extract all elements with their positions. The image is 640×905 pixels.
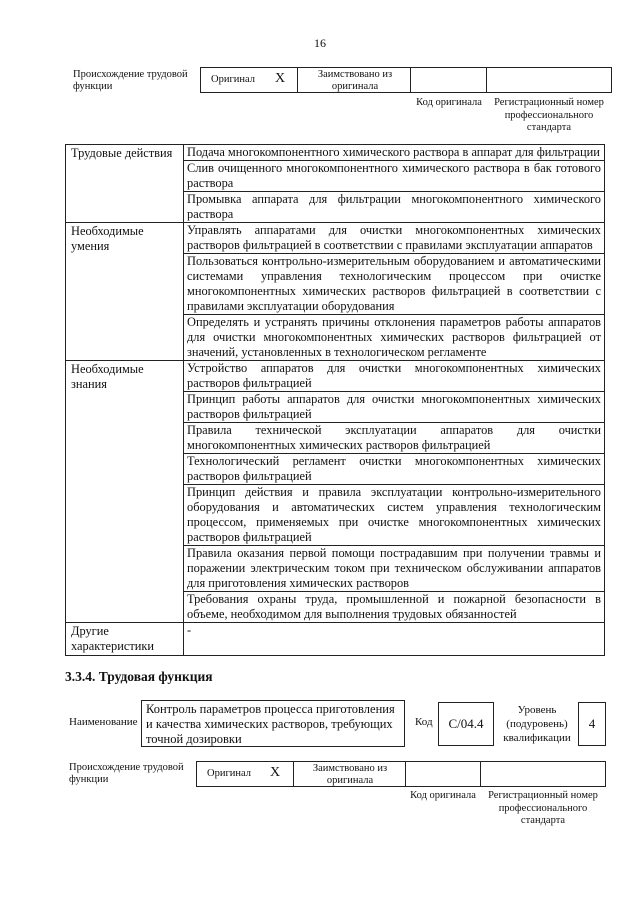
requirement-cell: Устройство аппаратов для очистки многокомпонентных химических растворов фильтрацией [184,361,605,392]
function-code-value: C/04.4 [438,702,494,746]
requirement-cell: Технологический регламент очистки многокомпонентных химических растворов фильтрацией [184,454,605,485]
name-label: Наименование [69,716,138,728]
requirement-cell: Правила оказания первой помощи пострадавшим при получении травмы и поражении электрическим током при техническом обслуживании аппаратов для приготовления химических растворов [184,546,605,592]
borrowed-label: Заимствовано из оригинала [312,763,388,786]
page-number: 16 [314,36,326,50]
category-cell: Другие характеристики [66,623,184,656]
requirement-cell: - [184,623,605,656]
requirement-cell: Требования охраны труда, промышленной и пожарной безопасности в объеме, необходимом для выполнения трудовых обязанностей [184,592,605,623]
borrowed-label: Заимствовано из оригинала [317,69,393,92]
code-label: Код [415,716,433,728]
level-label: Уровень (подуровень) квалификации [503,704,571,744]
requirement-cell: Пользоваться контрольно-измерительным оборудованием и автоматическими системами управления технологическим процессом при очистке многокомпонентных химических растворов фильтрацией в соответствии с правилами эксплуатации оборудования [184,254,605,315]
requirement-cell: Принцип работы аппаратов для очистки многокомпонентных химических растворов фильтрацией [184,392,605,423]
level-value: 4 [578,702,606,746]
section-title: 3.3.4. Трудовая функция [65,669,213,684]
requirement-cell: Определять и устранять причины отклонения параметров работы аппаратов для очистки многокомпонентных химических растворов фильтрацией от значений, установленных в технологическом регламенте [184,315,605,361]
requirement-cell: Принцип действия и правила эксплуатации контрольно-измерительного оборудования и автоматических систем управления технологическим процессом, применяемых при очистке многокомпонентных химических растворов фильтрацией [184,485,605,546]
category-cell: Необходимые умения [66,223,184,361]
requirements-table [65,144,605,656]
category-cell: Необходимые знания [66,361,184,623]
code-original-label: Код оригинала [416,97,482,108]
requirement-cell: Правила технической эксплуатации аппаратов для очистки многокомпонентных химических растворов фильтрацией [184,423,605,454]
original-label: Оригинал [211,74,255,85]
table-row [66,223,605,254]
requirement-cell: Промывка аппарата для фильтрации многокомпонентного химического раствора [184,192,605,223]
original-label: Оригинал [207,768,251,779]
reg-number-label: Регистрационный номер профессионального стандарта [494,97,604,133]
reg-number-label: Регистрационный номер профессионального стандарта [488,790,598,826]
code-original-label: Код оригинала [410,790,476,801]
category-cell: Трудовые действия [66,145,184,223]
table-row [66,623,605,656]
requirement-cell: Управлять аппаратами для очистки многокомпонентных химических растворов фильтрацией в соответствии с правилами эксплуатации аппаратов [184,223,605,254]
table-row [66,361,605,392]
original-mark: X [269,765,281,780]
origin-label: Происхождение трудовой функции [73,69,188,92]
requirement-cell: Слив очищенного многокомпонентного химического раствора в бак готового раствора [184,161,605,192]
function-name-value: Контроль параметров процесса приготовления и качества химических растворов, требующих точной дозировки [141,700,405,747]
requirement-cell: Подача многокомпонентного химического раствора в аппарат для фильтрации [184,145,605,161]
original-mark: X [274,71,286,86]
origin-label: Происхождение трудовой функции [69,762,184,785]
table-row [66,145,605,161]
